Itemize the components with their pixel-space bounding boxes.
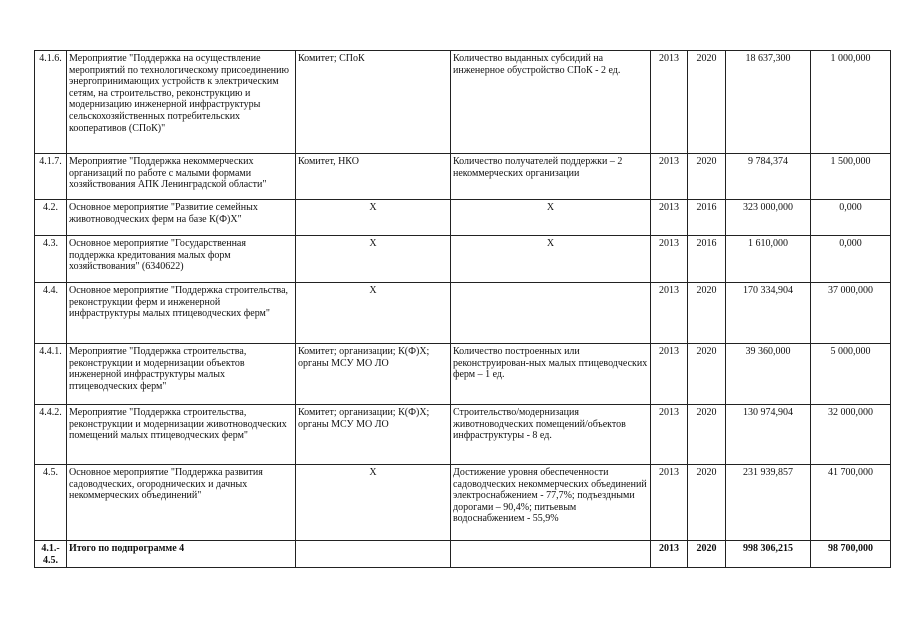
total-amount: 231 939,857 xyxy=(726,465,811,541)
indicator: Х xyxy=(451,236,651,283)
executor: Комитет, НКО xyxy=(296,154,451,200)
table-row xyxy=(35,405,891,465)
executor xyxy=(296,541,451,568)
indicator: Количество построенных или реконструирован-ных малых птицеводческих ферм – 1 ед. xyxy=(451,344,651,405)
amount-2: 0,000 xyxy=(811,200,891,236)
row-number: 4.5. xyxy=(35,465,67,541)
amount-2: 98 700,000 xyxy=(811,541,891,568)
end-year: 2020 xyxy=(688,465,726,541)
activity-name: Основное мероприятие "Поддержка строительства, реконструкции ферм и инженерной инфраструктуры малых птицеводческих ферм" xyxy=(67,283,296,344)
amount-2: 5 000,000 xyxy=(811,344,891,405)
activity-name: Мероприятие "Поддержка строительства, реконструкции и модернизации объектов инженерной инфраструктуры малых птицеводческих ферм" xyxy=(67,344,296,405)
executor: Комитет; СПоК xyxy=(296,51,451,154)
row-number: 4.1.7. xyxy=(35,154,67,200)
table-row xyxy=(35,465,891,541)
program-table xyxy=(34,50,891,568)
total-amount: 9 784,374 xyxy=(726,154,811,200)
start-year: 2013 xyxy=(651,541,688,568)
amount-2: 32 000,000 xyxy=(811,405,891,465)
total-amount: 39 360,000 xyxy=(726,344,811,405)
row-number: 4.4.2. xyxy=(35,405,67,465)
row-number: 4.2. xyxy=(35,200,67,236)
end-year: 2020 xyxy=(688,283,726,344)
end-year: 2020 xyxy=(688,154,726,200)
end-year: 2020 xyxy=(688,541,726,568)
table-row xyxy=(35,283,891,344)
total-amount: 18 637,300 xyxy=(726,51,811,154)
table-row xyxy=(35,200,891,236)
indicator: Строительство/модернизация животноводческих помещений/объектов инфраструктуры - 8 ед. xyxy=(451,405,651,465)
start-year: 2013 xyxy=(651,200,688,236)
start-year: 2013 xyxy=(651,283,688,344)
indicator: Достижение уровня обеспеченности садоводческих некоммерческих объединений электроснабжением - 77,7%; подъездными дорогами – 90,4%; питьевым водоснабжением - 55,9% xyxy=(451,465,651,541)
end-year: 2020 xyxy=(688,344,726,405)
table-row xyxy=(35,344,891,405)
total-amount: 323 000,000 xyxy=(726,200,811,236)
amount-2: 41 700,000 xyxy=(811,465,891,541)
activity-name: Основное мероприятие "Развитие семейных животноводческих ферм на базе К(Ф)Х" xyxy=(67,200,296,236)
executor: Х xyxy=(296,283,451,344)
start-year: 2013 xyxy=(651,154,688,200)
indicator: Количество выданных субсидий на инженерное обустройство СПоК - 2 ед. xyxy=(451,51,651,154)
activity-name: Мероприятие "Поддержка строительства, реконструкции и модернизации животноводческих помещений малых птицеводческих ферм" xyxy=(67,405,296,465)
executor: Х xyxy=(296,465,451,541)
indicator: Количество получателей поддержки – 2 некоммерческих организации xyxy=(451,154,651,200)
end-year: 2020 xyxy=(688,405,726,465)
amount-2: 1 500,000 xyxy=(811,154,891,200)
activity-name: Итого по подпрограмме 4 xyxy=(67,541,296,568)
total-amount: 130 974,904 xyxy=(726,405,811,465)
row-number: 4.3. xyxy=(35,236,67,283)
table-row xyxy=(35,154,891,200)
indicator xyxy=(451,283,651,344)
activity-name: Основное мероприятие "Государственная поддержка кредитования малых форм хозяйствования" (6340622) xyxy=(67,236,296,283)
table-row xyxy=(35,236,891,283)
row-number: 4.1.- 4.5. xyxy=(35,541,67,568)
start-year: 2013 xyxy=(651,236,688,283)
end-year: 2016 xyxy=(688,200,726,236)
table-body xyxy=(35,51,891,568)
start-year: 2013 xyxy=(651,405,688,465)
activity-name: Мероприятие "Поддержка некоммерческих организаций по работе с малыми формами хозяйствования АПК Ленинградской области" xyxy=(67,154,296,200)
row-number: 4.4. xyxy=(35,283,67,344)
executor: Комитет; организации; К(Ф)Х; органы МСУ МО ЛО xyxy=(296,344,451,405)
end-year: 2016 xyxy=(688,236,726,283)
indicator xyxy=(451,541,651,568)
total-row xyxy=(35,541,891,568)
total-amount: 998 306,215 xyxy=(726,541,811,568)
amount-2: 1 000,000 xyxy=(811,51,891,154)
total-amount: 1 610,000 xyxy=(726,236,811,283)
start-year: 2013 xyxy=(651,344,688,405)
executor: Х xyxy=(296,236,451,283)
row-number: 4.4.1. xyxy=(35,344,67,405)
row-number: 4.1.6. xyxy=(35,51,67,154)
amount-2: 0,000 xyxy=(811,236,891,283)
activity-name: Основное мероприятие "Поддержка развития садоводческих, огороднических и дачных некоммерческих объединений" xyxy=(67,465,296,541)
end-year: 2020 xyxy=(688,51,726,154)
activity-name: Мероприятие "Поддержка на осуществление мероприятий по технологическому присоединению энергопринимающих устройств к электрическим сетям, на строительство, реконструкцию и модернизацию инженерной инфраструктуры сельскохозяйственных потребительских кооперативов (СПоК)" xyxy=(67,51,296,154)
table-row xyxy=(35,51,891,154)
start-year: 2013 xyxy=(651,51,688,154)
indicator: Х xyxy=(451,200,651,236)
executor: Комитет; организации; К(Ф)Х; органы МСУ МО ЛО xyxy=(296,405,451,465)
executor: Х xyxy=(296,200,451,236)
amount-2: 37 000,000 xyxy=(811,283,891,344)
start-year: 2013 xyxy=(651,465,688,541)
total-amount: 170 334,904 xyxy=(726,283,811,344)
